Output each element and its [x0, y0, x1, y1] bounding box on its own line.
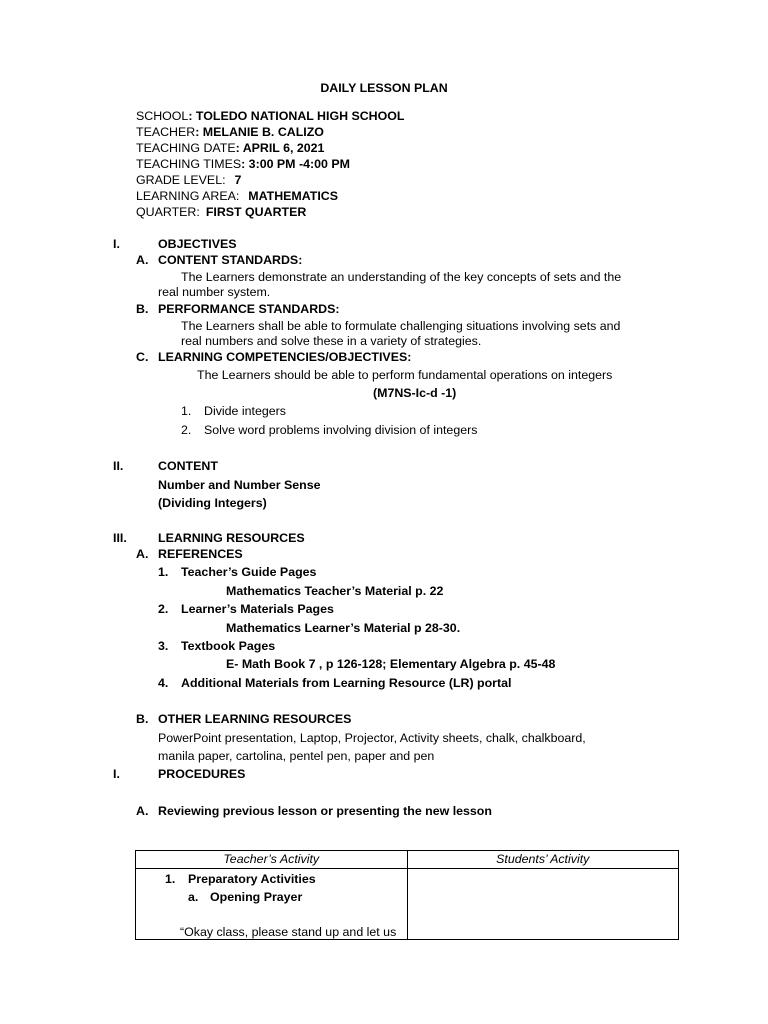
section-number: III.	[113, 531, 127, 545]
teacher-cell-body	[136, 869, 407, 939]
section-title-objectives: OBJECTIVES	[158, 237, 237, 251]
competency-code: (M7NS-Ic-d -1)	[373, 386, 457, 400]
reference-detail: Mathematics Teacher’s Material p. 22	[226, 584, 444, 598]
header-label: TEACHING TIMES	[136, 157, 242, 171]
content-line: (Dividing Integers)	[158, 496, 267, 510]
header-date	[136, 140, 324, 156]
teacher-quote: “Okay class, please stand up and let us	[180, 925, 397, 939]
header-label: LEARNING AREA:	[136, 189, 240, 203]
paragraph-line: real numbers and solve these in a variety of strategies.	[181, 334, 482, 348]
activity-title: Preparatory Activities	[188, 872, 316, 886]
paragraph-line: The Learners should be able to perform fundamental operations on integers	[197, 368, 613, 382]
paragraph-line: real number system.	[158, 285, 271, 299]
subsection-title-content-standards: CONTENT STANDARDS:	[158, 253, 303, 267]
paragraph-line: The Learners demonstrate an understanding of the key concepts of sets and the	[181, 270, 622, 284]
header-teacher	[136, 124, 324, 140]
subsection-letter: A.	[136, 804, 149, 818]
list-number: 1.	[181, 404, 192, 418]
header-times	[136, 156, 350, 172]
students-activity-cell	[407, 869, 679, 940]
reference-title: Learner’s Materials Pages	[181, 602, 334, 616]
header-school	[136, 108, 404, 124]
subsection-letter: C.	[136, 350, 149, 364]
section-title-content: CONTENT	[158, 459, 218, 473]
reference-detail: E- Math Book 7 , p 126-128; Elementary Algebra p. 45-48	[226, 657, 556, 671]
sub-letter: a.	[188, 890, 199, 904]
header-label: GRADE LEVEL:	[136, 173, 226, 187]
reference-title: Additional Materials from Learning Resource (LR) portal	[181, 676, 512, 690]
subsection-letter: B.	[136, 712, 149, 726]
content-line: Number and Number Sense	[158, 478, 321, 492]
section-title-learning-resources: LEARNING RESOURCES	[158, 531, 305, 545]
list-number: 2.	[158, 602, 169, 616]
header-value: FIRST QUARTER	[205, 205, 307, 219]
list-item: Solve word problems involving division of integers	[204, 423, 478, 437]
table-header-row	[136, 851, 679, 869]
header-value: : TOLEDO NATIONAL HIGH SCHOOL	[188, 109, 405, 123]
header-value: : 3:00 PM -4:00 PM	[241, 157, 350, 171]
section-number: I.	[113, 767, 120, 781]
paragraph-line: manila paper, cartolina, pentel pen, paper and pen	[158, 749, 435, 763]
header-grade	[136, 172, 241, 188]
list-number: 1.	[158, 565, 169, 579]
header-label: SCHOOL	[136, 109, 189, 123]
subsection-title-performance-standards: PERFORMANCE STANDARDS:	[158, 302, 340, 316]
subsection-title-competencies: LEARNING COMPETENCIES/OBJECTIVES:	[158, 350, 412, 364]
section-title-procedures: PROCEDURES	[158, 767, 246, 781]
header-value: 7	[234, 173, 242, 187]
section-number: I.	[113, 237, 120, 251]
subsection-title-references: REFERENCES	[158, 547, 243, 561]
subsection-title-other-resources: OTHER LEARNING RESOURCES	[158, 712, 352, 726]
teacher-activity-cell	[136, 869, 408, 940]
activity-table	[135, 850, 679, 940]
reference-detail: Mathematics Learner’s Material p 28-30.	[226, 621, 461, 635]
reference-title: Textbook Pages	[181, 639, 276, 653]
header-value: : APRIL 6, 2021	[235, 141, 325, 155]
list-item: Divide integers	[204, 404, 286, 418]
subsection-title-reviewing: Reviewing previous lesson or presenting the new lesson	[158, 804, 492, 818]
list-number: 1.	[165, 872, 176, 886]
sub-activity-title: Opening Prayer	[210, 890, 303, 904]
header-label: TEACHING DATE	[136, 141, 236, 155]
column-header-students: Students’ Activity	[407, 851, 679, 869]
header-label: TEACHER	[136, 125, 196, 139]
header-value: MATHEMATICS	[248, 189, 339, 203]
list-number: 3.	[158, 639, 169, 653]
section-number: II.	[113, 459, 124, 473]
header-quarter	[136, 204, 306, 220]
list-number: 2.	[181, 423, 192, 437]
header-label: QUARTER:	[136, 205, 200, 219]
list-number: 4.	[158, 676, 169, 690]
doc-title: DAILY LESSON PLAN	[320, 81, 448, 95]
subsection-letter: B.	[136, 302, 149, 316]
paragraph-line: PowerPoint presentation, Laptop, Projector, Activity sheets, chalk, chalkboard,	[158, 731, 586, 745]
header-area	[136, 188, 338, 204]
subsection-letter: A.	[136, 547, 149, 561]
paragraph-line: The Learners shall be able to formulate challenging situations involving sets and	[181, 319, 621, 333]
column-header-teacher: Teacher’s Activity	[136, 851, 408, 869]
subsection-letter: A.	[136, 253, 149, 267]
header-value: : MELANIE B. CALIZO	[195, 125, 324, 139]
table-row	[136, 869, 679, 940]
reference-title: Teacher’s Guide Pages	[181, 565, 317, 579]
